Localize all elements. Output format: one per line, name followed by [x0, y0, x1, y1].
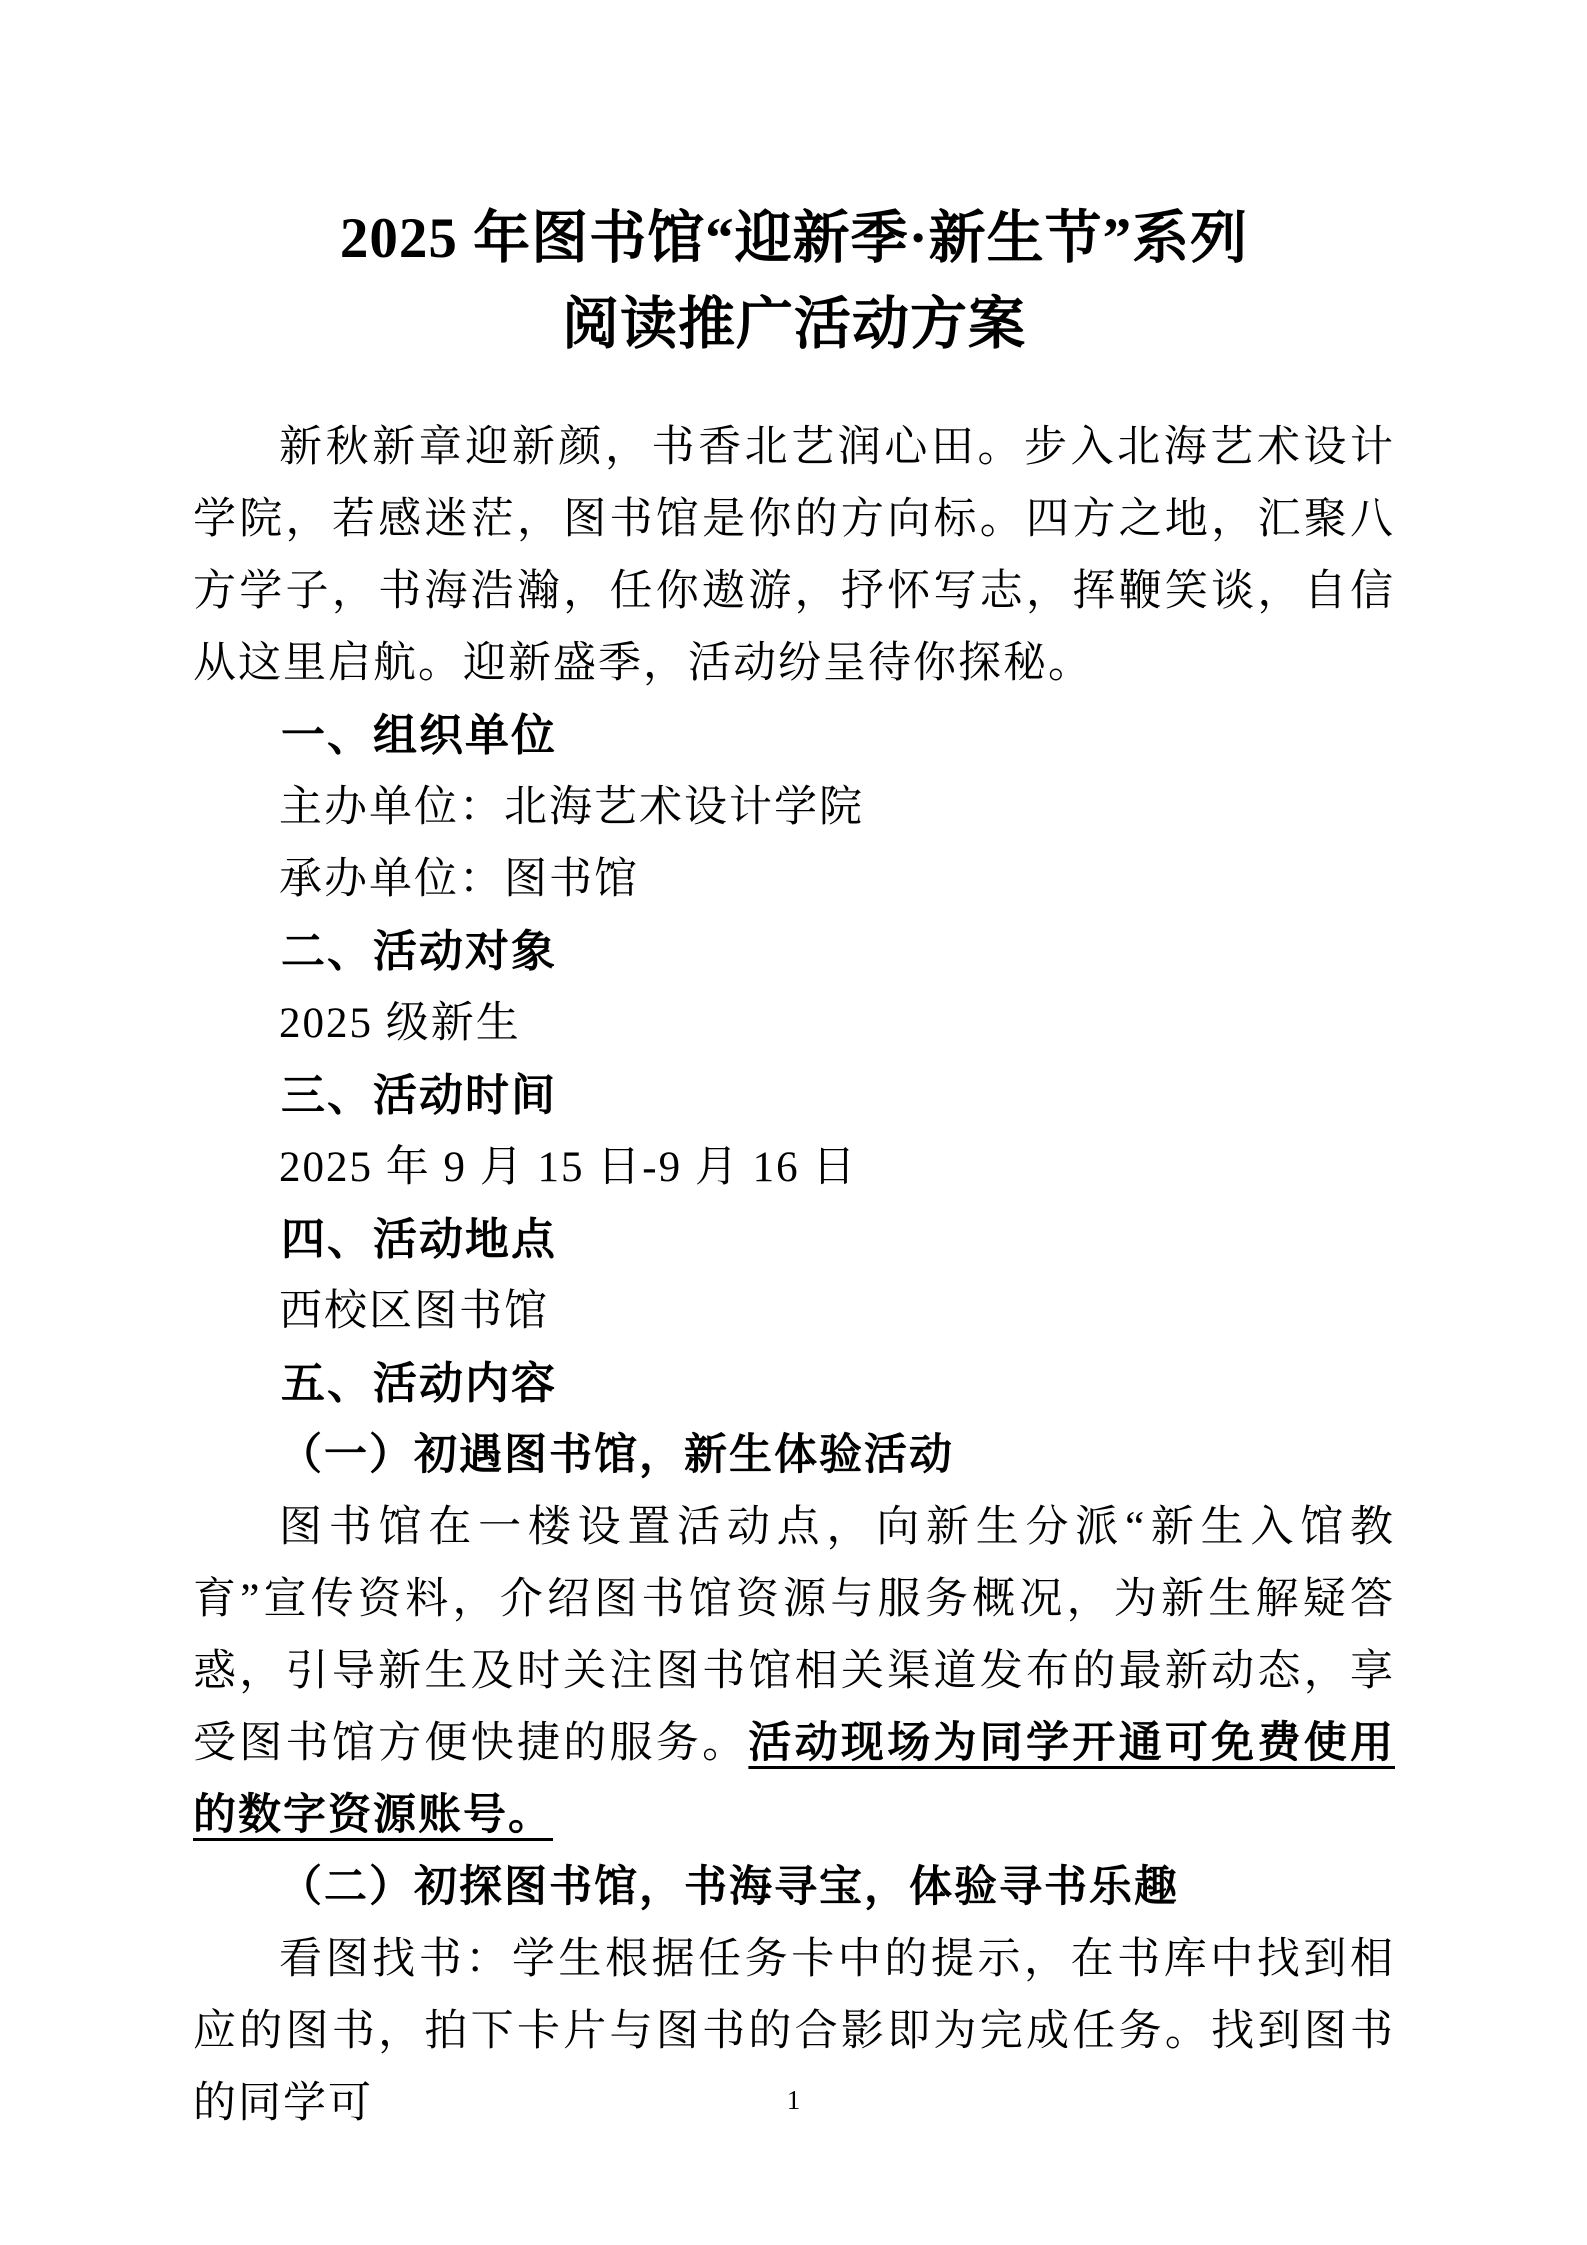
activity-2-paragraph: 看图找书：学生根据任务卡中的提示，在书库中找到相应的图书，拍下卡片与图书的合影即为完成任务。找到图书的同学可 — [193, 1936, 1395, 2127]
document-content — [193, 196, 1395, 2140]
audience-line: 2025 级新生 — [279, 1000, 521, 1047]
section-heading-organizers: 一、组织单位 — [281, 711, 557, 760]
page-number: 1 — [786, 2085, 801, 2115]
host-unit-line: 主办单位：北海艺术设计学院 — [279, 784, 864, 831]
section-heading-audience: 二、活动对象 — [281, 927, 557, 976]
activity-1-paragraph-text: 图书馆在一楼设置活动点，向新生分派“新生入馆教育”宣传资料，介绍图书馆资源与服务概况，为新生解疑答惑，引导新生及时关注图书馆相关渠道发布的最新动态，享受图书馆方便快捷的服务。 — [193, 1504, 1395, 1767]
activity-2-subheading: （二）初探图书馆，书海寻宝，体验寻书乐趣 — [279, 1864, 1179, 1911]
section-heading-content: 五、活动内容 — [281, 1359, 557, 1408]
time-line: 2025 年 9 月 15 日-9 月 16 日 — [279, 1144, 858, 1191]
title-line-2: 阅读推广活动方案 — [562, 293, 1026, 356]
activity-1-paragraph-underlined-text: 活动现场为同学开通可免费使用的数字资源账号。 — [193, 1720, 1396, 1839]
section-heading-location: 四、活动地点 — [281, 1215, 557, 1264]
title-line-1: 2025 年图书馆“迎新季·新生节”系列 — [339, 207, 1249, 270]
section-heading-time: 三、活动时间 — [281, 1071, 557, 1120]
activity-1-paragraph — [193, 1492, 1395, 1852]
activity-1-subheading: （一）初遇图书馆，新生体验活动 — [279, 1432, 954, 1479]
intro-paragraph: 新秋新章迎新颜，书香北艺润心田。步入北海艺术设计学院，若感迷茫，图书馆是你的方向标。四方之地，汇聚八方学子，书海浩瀚，任你遨游，抒怀写志，挥鞭笑谈，自信从这里启航。迎新盛季，活动纷呈待你探秘。 — [193, 424, 1395, 687]
organizer-unit-line: 承办单位：图书馆 — [279, 856, 639, 903]
location-line: 西校区图书馆 — [279, 1288, 549, 1335]
document-title — [193, 196, 1395, 368]
